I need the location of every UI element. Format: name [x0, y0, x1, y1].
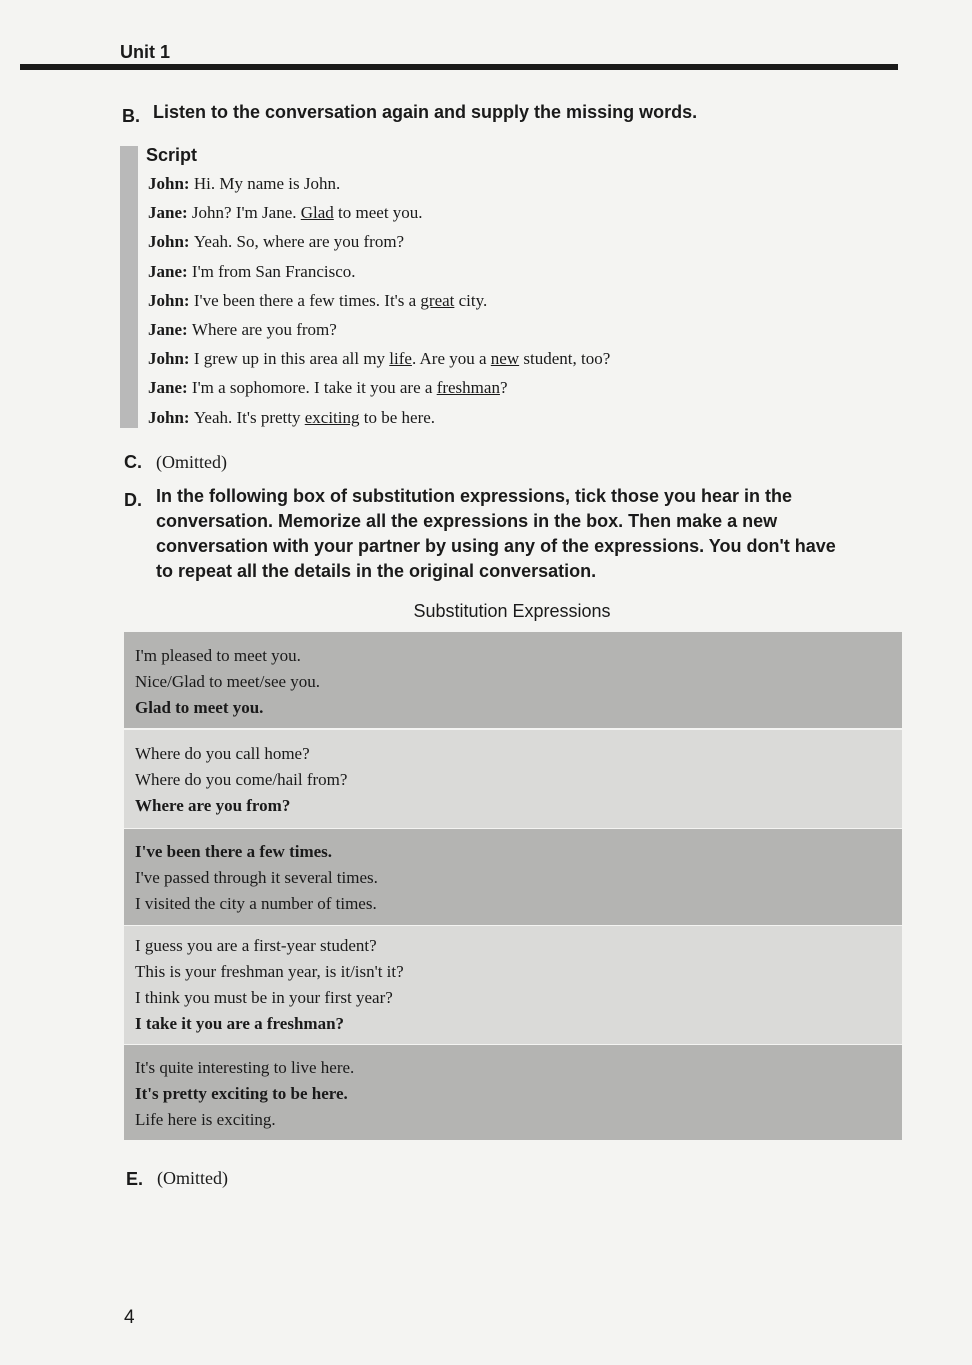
- speaker-name: Jane: [148, 378, 182, 398]
- dialogue-text: to meet you.: [333, 203, 423, 223]
- expression-line: Nice/Glad to meet/see you.: [135, 672, 321, 691]
- header-rule: [20, 64, 898, 70]
- speaker-name: Jane: [148, 320, 182, 339]
- speaker-separator: :: [183, 174, 194, 193]
- page-number: 4: [124, 1307, 135, 1328]
- expression-line: This is your freshman year, is it/isn't it?: [135, 962, 404, 981]
- script-line: [148, 203, 423, 223]
- expression-line: Where do you come/hail from?: [135, 770, 348, 789]
- script-line: [148, 349, 610, 369]
- substitution-group: [124, 829, 902, 925]
- dialogue-text: I'm a sophomore. I take it you are a: [191, 378, 437, 398]
- substitution-group: [124, 730, 902, 828]
- expression-line: Life here is exciting.: [135, 1110, 276, 1129]
- expression-line: I visited the city a number of times.: [135, 894, 377, 913]
- speaker-name: John: [148, 349, 184, 369]
- speaker-separator: :: [182, 378, 192, 398]
- expression-line: It's pretty exciting to be here.: [135, 1084, 348, 1103]
- speaker-name: Jane: [148, 203, 182, 223]
- dialogue-text: John? I'm Jane.: [191, 203, 301, 223]
- speaker-name: John: [148, 232, 184, 252]
- dialogue-text: I'm from San Francisco.: [191, 261, 356, 281]
- script-line: [148, 408, 435, 428]
- speaker-separator: :: [182, 203, 192, 223]
- script-line: [148, 232, 404, 252]
- expression-line: I think you must be in your first year?: [135, 988, 393, 1007]
- dialogue-text: . Are you a: [411, 349, 491, 369]
- section-d-line: conversation with your partner by using any of the expressions. You don't have: [156, 536, 836, 556]
- expression-line: I've been there a few times.: [135, 842, 333, 861]
- expression-line: I guess you are a first-year student?: [135, 936, 377, 955]
- answer-word: exciting: [304, 407, 360, 427]
- speaker-separator: :: [183, 290, 194, 310]
- script-line: [148, 320, 337, 340]
- answer-word: life: [389, 349, 412, 369]
- script-side-bar: [120, 146, 138, 428]
- answer-word: new: [490, 349, 520, 369]
- substitution-group: [124, 632, 902, 728]
- script-line: [148, 378, 508, 398]
- script-line: [148, 174, 340, 194]
- speaker-name: John: [148, 407, 184, 427]
- expression-line: I take it you are a freshman?: [135, 1014, 345, 1033]
- speaker-separator: :: [182, 320, 192, 339]
- dialogue-text: I grew up in this area all my: [193, 349, 390, 369]
- speaker-separator: :: [183, 232, 194, 252]
- section-e-letter: E.: [126, 1169, 144, 1189]
- speaker-name: John: [148, 174, 184, 193]
- speaker-separator: :: [183, 349, 194, 369]
- dialogue-text: Where are you from?: [191, 320, 337, 339]
- dialogue-text: city.: [454, 290, 488, 310]
- script-title: Script: [146, 145, 198, 165]
- section-b-instruction: Listen to the conversation again and supply the missing words.: [153, 102, 698, 122]
- substitution-group: [124, 1045, 902, 1140]
- substitution-box-title: Substitution Expressions: [413, 601, 611, 621]
- section-d-line: In the following box of substitution expressions, tick those you hear in the: [156, 486, 793, 506]
- speaker-separator: :: [183, 407, 194, 427]
- substitution-group: [124, 926, 902, 1044]
- dialogue-text: Hi. My name is John.: [193, 174, 341, 193]
- speaker-name: Jane: [148, 261, 182, 281]
- section-d-letter: D.: [124, 490, 142, 510]
- expression-line: I've passed through it several times.: [135, 868, 378, 887]
- dialogue-text: student, too?: [519, 349, 611, 369]
- unit-label: Unit 1: [120, 42, 171, 62]
- section-d-line: conversation. Memorize all the expressions in the box. Then make a new: [156, 511, 778, 531]
- dialogue-text: Yeah. It's pretty: [193, 407, 305, 427]
- expression-line: Where do you call home?: [135, 744, 310, 763]
- dialogue-text: Yeah. So, where are you from?: [193, 232, 405, 252]
- expression-line: Glad to meet you.: [135, 698, 264, 717]
- expression-line: I'm pleased to meet you.: [135, 646, 301, 665]
- script-line: [148, 291, 487, 311]
- section-c-text: (Omitted): [156, 452, 227, 472]
- section-c-letter: C.: [124, 452, 142, 472]
- dialogue-text: I've been there a few times. It's a: [193, 290, 421, 310]
- dialogue-text: to be here.: [359, 407, 436, 427]
- script-line: [148, 262, 356, 282]
- section-e-text: (Omitted): [157, 1168, 228, 1188]
- expression-line: It's quite interesting to live here.: [135, 1058, 355, 1077]
- answer-word: freshman: [436, 378, 500, 398]
- speaker-name: John: [148, 290, 184, 310]
- section-d-line: to repeat all the details in the original conversation.: [156, 561, 597, 581]
- speaker-separator: :: [182, 261, 192, 281]
- expression-line: Where are you from?: [135, 796, 291, 815]
- answer-word: great: [420, 290, 455, 310]
- section-d-instruction: [156, 484, 902, 584]
- dialogue-text: ?: [499, 378, 508, 398]
- section-b-letter: B.: [122, 106, 140, 126]
- answer-word: Glad: [300, 203, 334, 223]
